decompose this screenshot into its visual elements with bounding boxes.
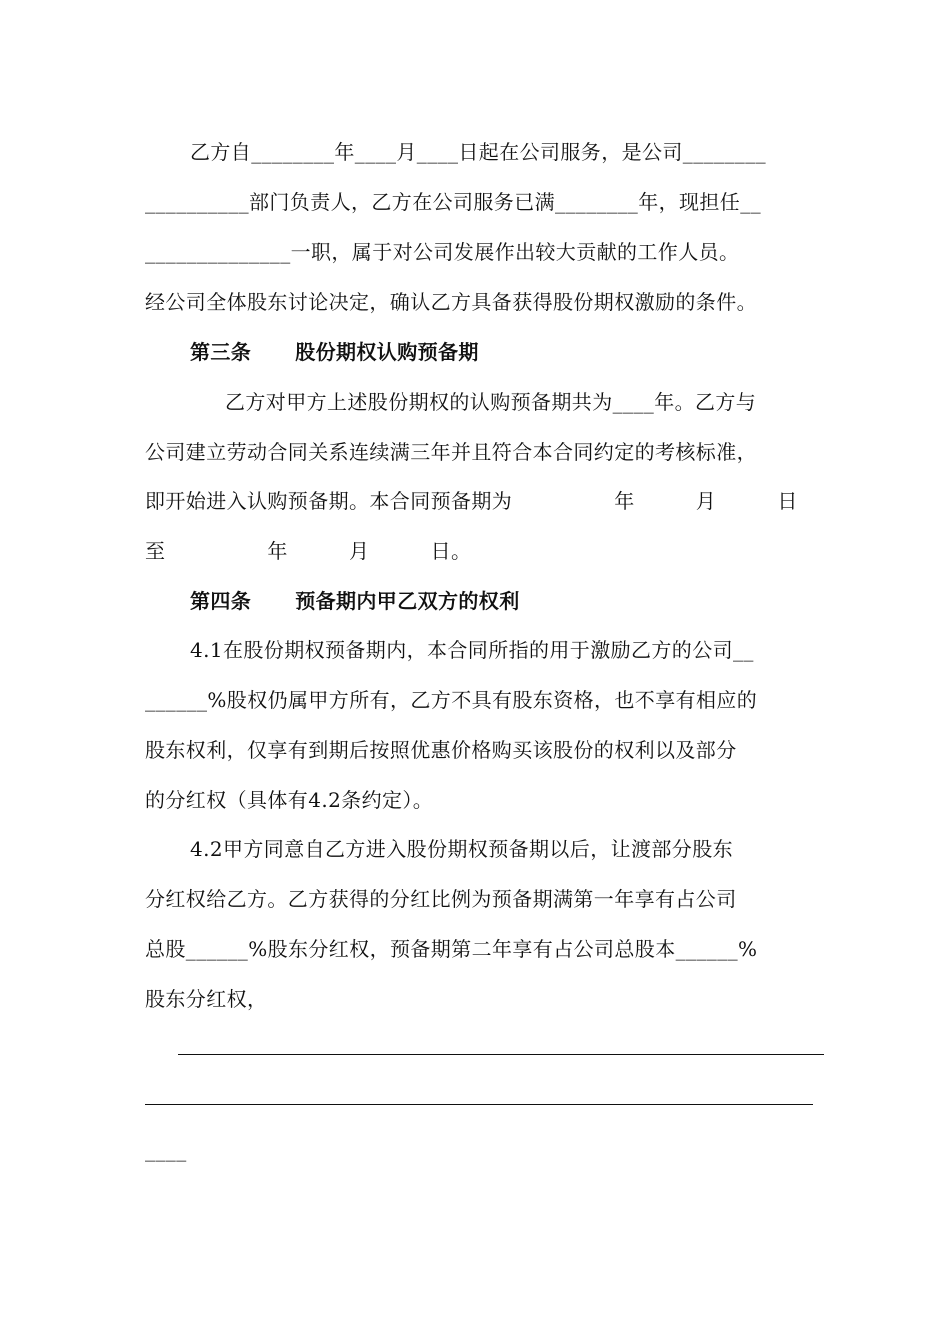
paragraph-line: 分红权给乙方。乙方获得的分红比例为预备期满第一年享有占公司	[145, 887, 737, 911]
article-title: 股份期权认购预备期	[295, 340, 479, 364]
blank-fill-line	[145, 1104, 813, 1105]
paragraph-line: 总股______%股东分红权，预备期第二年享有占公司总股本______%	[145, 937, 758, 961]
paragraph-line: __________部门负责人，乙方在公司服务已满________年，现担任__	[145, 190, 761, 214]
paragraph-line: ______%股权仍属甲方所有，乙方不具有股东资格，也不享有相应的	[145, 688, 758, 712]
article-number: 第四条	[190, 589, 252, 613]
paragraph-line: 的分红权（具体有4.2条约定）。	[145, 788, 434, 812]
paragraph-line: ______________一职，属于对公司发展作出较大贡献的工作人员。	[145, 240, 740, 264]
paragraph-line: 股东分红权，	[145, 987, 268, 1011]
article-number: 第三条	[190, 340, 252, 364]
paragraph-line: 4.1在股份期权预备期内，本合同所指的用于激励乙方的公司__	[190, 638, 754, 662]
paragraph-line: 乙方对甲方上述股份期权的认购预备期共为____年。乙方与	[225, 390, 757, 414]
blank-fill-line	[178, 1054, 824, 1055]
paragraph-line: 4.2甲方同意自乙方进入股份期权预备期以后，让渡部分股东	[190, 837, 734, 861]
paragraph-line: ____	[145, 1138, 187, 1162]
article-title: 预备期内甲乙双方的权利	[295, 589, 520, 613]
paragraph-line: 即开始进入认购预备期。本合同预备期为 年 月 日	[145, 489, 798, 513]
paragraph-line: 至 年 月 日。	[145, 539, 472, 563]
paragraph-line: 经公司全体股东讨论决定，确认乙方具备获得股份期权激励的条件。	[145, 290, 757, 314]
paragraph-line: 公司建立劳动合同关系连续满三年并且符合本合同约定的考核标准，	[145, 440, 757, 464]
article-3-heading	[190, 338, 479, 366]
paragraph-line: 股东权利，仅享有到期后按照优惠价格购买该股份的权利以及部分	[145, 738, 737, 762]
article-4-heading	[190, 587, 520, 615]
paragraph-line: 乙方自________年____月____日起在公司服务，是公司________	[190, 140, 766, 164]
